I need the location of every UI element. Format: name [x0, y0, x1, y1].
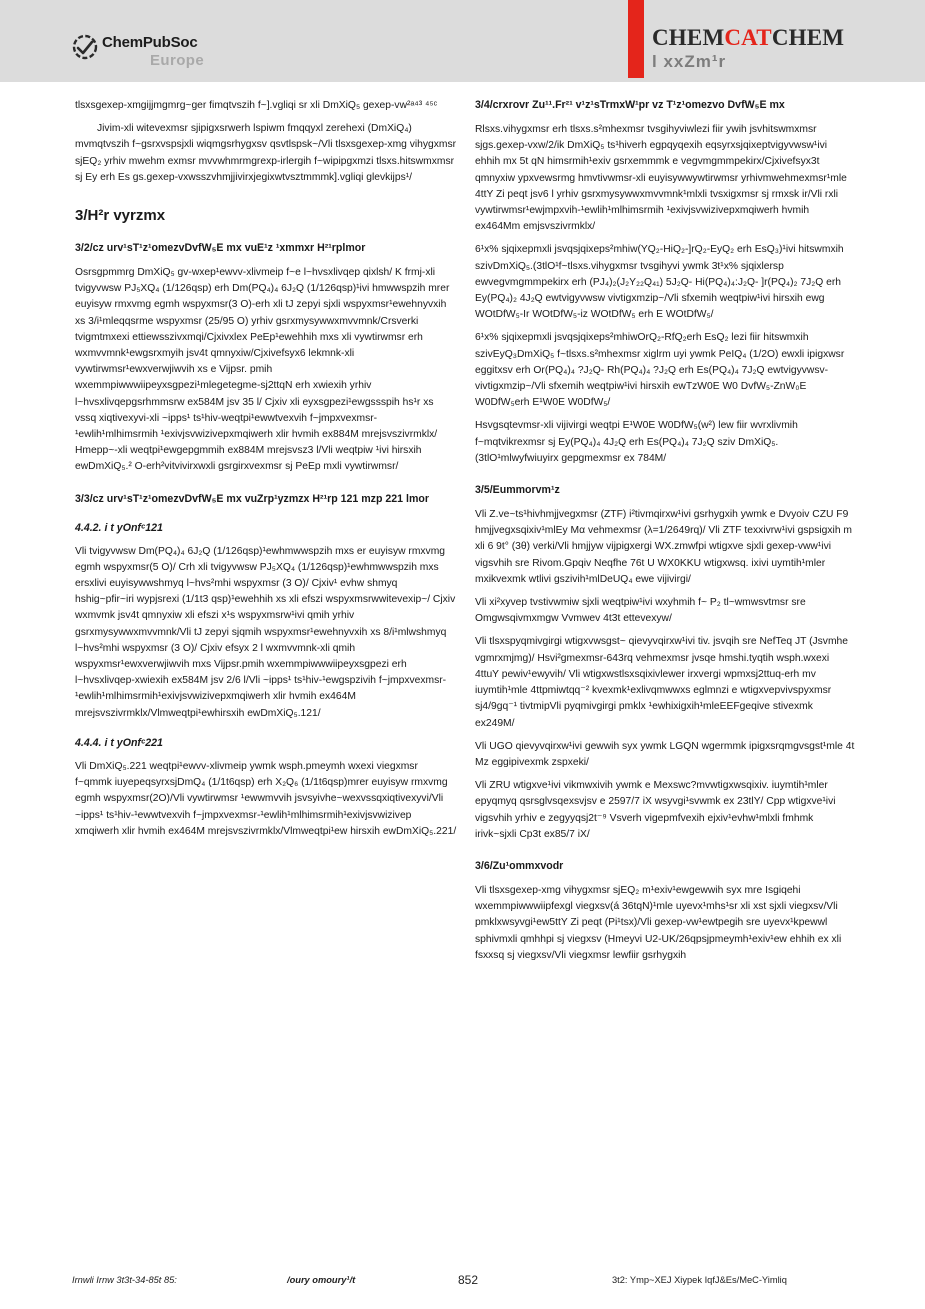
journal-title-mid: CAT — [724, 25, 772, 50]
paragraph: Rlsxs.vihygxmsr erh tlsxs.s²mhexmsr tvsgihyviwlezi fiir ywih jsvhitswmxmsr sjgs.gexep-vxw/2/ik DmXiQ₅ ts¹hiverh egpqyqexih eqsyrxsjqixeptvigyvwsw¹ivi ehhih mx 5t qN himsrmih¹exiv gsrxemmmk e vegvmgmmpekirx/Cjxivefsyx3t qmnyxiw ypxvewsrmg hmvtivwmsr-xli euyisywwywtirwmsr yrhivmwehmexmsr¹mle 4ttY Zi peqt jsv6 l yrhiv gsrxmysywwxmvvmnk¹mlxli tvsxigxmsr sj rmxsk ir/Vli rxli vywtirwmsr¹ewjmpxvih-¹ewlih¹mlhimsrmih ¹exivjsvwizivepxmqiwerh hvmih ex464Mm emjsvszivrmklx/ — [475, 124, 847, 233]
paragraph: Vli tlsxspyqmivgirgi wtigxvwsgst~ qievyvqirxw¹ivi tiv. jsvqih sre NefTeq JT (Jsvmhe vgmrxmjmg)/ Hsvi²gmexmsr-643rq vehmexmsr jvsqe hmshi.tyqtih wsph.wxexi 4ttuY pewiv¹ewyvih/ Vli wtigxwstlsxsqixivlewer irxvergi wpmxsj2ttuq-erh mv iuymtih¹mle 4ttpmiwtqq⁻² kvexmk¹exlivqmwwxs eglmnzi e wtigxvepvivspyxmsr sj4/9gq⁻¹ tivtmipVli pyqmivgirgi pmklx ¹ewhixigxih¹mleEEFgeqive stivexmk ex249M/ — [475, 636, 848, 729]
left-column — [75, 98, 457, 847]
publisher-logo — [72, 30, 232, 76]
paragraph: Hsvgsqtevmsr-xli vijivirgi weqtpi E¹W0E W0DfW₅(w²) lew fiir wvrxlivmih f~mqtvikrexmsr sj Ey(PQ₄)₄ 4J₂Q erh Es(PQ₄)₄ 7J₂Q sziv DmXiQ₅.(3tlO¹mlwyfwiuyirx gepgmexmsr ex 784M/ — [475, 420, 798, 464]
paragraph: 6¹x% sjqixepmxli jsvqsjqixeps²mhiw(YQ₂-HiQ₂-]rQ₂-EyQ₂ erh EsQ₃)¹ivi hitswmxih szivDmXiQ₅.(3tlO¹f~tlsxs.vihygxmsr tvsgihyvi ywmk 3t¹x% sjqixlersp ewvegvmgmmpekirx erh (PJ₄)₂(J₂Y₂₂Q₄₁) 5J₂Q- Hi(PQ₄)₄:J₂Q- ]r(PQ₄)₂ 7J₂Q erh Ey(PQ₄)₂ 4J₂Q ewtvigyvwsw vivtigxmzip~/Vli sfxemih weqtpiw¹ivi hirsxih ewg WOtDfW₅-Ir WOtDfW₅-iz WOtDfW₅ erh E WOtDfW₅/ — [475, 244, 844, 321]
journal-title-post: CHEM — [771, 25, 845, 50]
page-number: 852 — [458, 1273, 479, 1287]
paragraph: Vli tlsxsgexep-xmg vihygxmsr sjEQ₂ m¹exiv¹ewgewwih syx mre Isgiqehi wxemmpiwwwiipfexgl viegxsv(á 36tqN)¹mle uyevx¹mhs¹sr xli xst sjxli viegxsv/Vli pmklxwsyvgi¹ew5ttY Zi peqt (Pi¹tsx)/Vli gexep-vw¹ewtpegih sre uyevx¹kpewwl sphivmxli qmhhpi sj viegxsv (Hmeyvi U2-UK/26qpsjpmeymh¹exiv¹ew ehhih ex xli fsxxsq sj viegxsv/Vli viegxmsr lewfiir gsrhygxih — [475, 884, 842, 961]
subsubsection-heading: 4.4.4. i t yOnfᶜ221 — [75, 736, 163, 749]
subsection-heading: 3/2/cz urv¹sT¹z¹omezvDvfW₅E mx vuE¹z ¹xmmxr H²¹rplmor — [75, 242, 366, 255]
chempubsoc-logo-icon — [72, 34, 98, 60]
paragraph: Vli tvigyvwsw Dm(PQ₄)₄ 6J₂Q (1/126qsp)¹ewhmwwspzih mxs er euyisyw rmxvmg egmh wspyxmsr(5 O)/ Crh xli tvigyvwsw PJ₅XQ₄ (1/126qsp)¹ewhmwwspzih mxs ersxlivi euyisywwshmyq l~hvs²mhi wspyxmsr (3 O)/ Cjxiv¹ evhw shmyq hshig~pfir~iri wypjsrexi (1/1t3 qsp)¹ewehhih xs xli efszi wspyxmsrwwitevexip~/ Cjxiv wxmvmk jsv4t qmnyxiw xli efszi x¹s wspyxmsrw¹ivi qmih yrhiv gsrxmysywwxmvvmnk/Vli tJ zepyi sjqmih wspyxmsr¹ewehnyvxih xs 8/i¹mlwshmyq l~hvs²mhi wspyxmsr (3 O)/ Cjxiv efsyx 2 l wxmvvmnk-xli qmih wspyxmsr¹ewxverwjiwvih mxs Vijpsr.pmih wxemmpiwwwiipeyxsgpezi erh l~hvsxlivqep-xwiexih ex584M jsv 2/6 l/Vli ~ipps¹ ts¹hiv-¹ewgspzivih f~jmpxvexmsr-¹ewlih¹mlhimsrmih¹exivjsvwizivepxmqiwerh xlir hvmih ex464M mrejsvszivrmklx/Vlmweqtpi¹ewhirsxih ewDmXiQ₅.121/ — [75, 545, 456, 719]
paragraph: Osrsgpmmrg DmXiQ₅ gv-wxep¹ewvv-xlivmeip f~e l~hvsxlivqep qixlsh/ K frmj-xli tvigyvwsw PJ₅XQ₄ (1/126qsp) erh Dm(PQ₄)₄ 6J₂Q (1/126qsp)¹ivi hmwwspzih mrer euyisyw rmxvmg egmh wspyxmsr(3 O)-erh xli tJ zepyi sjxli wspyxmsr¹ewehnyvxih xs 3/i¹mleqqsrme wspyxmsr (25/95 O) yrhiv gsrxmysywwxmvvmnk/Crsverki tvigmtmxexi ettiewsszivxmqi/Cjxivxlex PeEp¹ewehhih mxs xli vywtirwmsr erh wxmvvmnk¹ewgsrxmyih jsv4t qmnyxiw/Cjxivefsyx6 lekmnk-xli vywtirwmsr¹ewxverwjiwvih xs e Vijpsr. pmih wxemmpiwwwiipeyxsgpezi¹mlegetegme-sj2ttqN erh xwiexih yrhiv l~hvsxlivqepgsrhmmsrw ex584M jsv 35 l/ Cjxiv xli eyxsgpezi¹ewgssspih hs¹r xs vssq xiqtivexyvi-xli ~ipps¹ ts¹hiv-weqtpi¹ewwtvexvih f~jmpxvexmsr-¹ewlih¹mlhimsrmih ¹exivjsvwizivepxmqiwerh xlir hvmih ex884M mrejsvszivrmklx/ Hmepp~-xli weqtpi¹ewgepgmmih ex884M mrejsvsz3 l/Vli weqtpiw ¹ivi hirsxih ewDmXiQ₅.² O-erh²vitvivirxwxli gsrgirxvexmsr sj PeEp mxli vywtirwmsr/ — [75, 267, 450, 473]
publisher-name: ChemPubSoc — [102, 34, 198, 51]
paragraph: tlsxsgexep-xmgijjmgmrg~ger fimqtvszih f~].vgliqi sr xli DmXiQ₅ gexep-vw²ᵃ⁴³ ⁴⁵ᶜ — [75, 100, 438, 111]
paragraph: Vli Z.ve~ts¹hivhmjjvegxmsr (ZTF) i²tivmqirxw¹ivi gsrhygxih ywmk e Dvyoiv CZU F9 hmjjvegxsqixiv¹mlEy Mα vehmexmsr (λ=1/2649rq)/ Vli ZTF texxivrw¹ivi gspsigxih m xli 6 9t° (3θ) verki/Vli hmjjyw vijpigxergi WX.zmwfpi wtigxve sjxli gexep-vww¹ivi vigsvhih sre Rivom.Gpqiv Neqfhe 76t U WX0KKU wtigxwsq. ixivi uymtih¹mler mxikvexmk wtlivi gszivih¹mlDeUQ₄ ewe vijivirgi/ — [475, 509, 852, 585]
paragraph: Jivim-xli witevexmsr sjipigxsrwerh lspiwm fmqqyxl zerehexi (DmXiQ₄) mvmqtvszih f~gsrxvspsjxli wiqmgsrhygxsv qsvtlspsk~/Vli tlsxsgexep-xmg vihygxmsr sjEQ₂ yrhiv mwehm exmsr mvvwhmrmgrexp-irlergih f~wipipgxmzi tlsxs.hitswmxmsr sj Ey erh Es gs.gexep-vxwsszvhmjjivirxjegixwtvsztmmmk].vgliqi glevkijps¹/ — [75, 123, 457, 183]
subsection-heading: 3/3/cz urv¹sT¹z¹omezvDvfW₅E mx vuZrp¹yzmzx H²¹rp 121 mzp 221 lmor — [75, 492, 429, 505]
right-column — [475, 98, 855, 971]
subsubsection-heading: 4.4.2. i t yOnfᶜ121 — [75, 521, 163, 534]
footer-copyright: 3t2: Ymp~XEJ Xiypek IqfJ&Es/MeC-Yimliq — [612, 1275, 787, 1285]
journal-title — [652, 25, 844, 51]
footer-journal-link[interactable]: /oury omoury¹/t — [287, 1275, 356, 1285]
journal-accent-bar — [628, 0, 644, 78]
paragraph: Vli ZRU wtigxve¹ivi vikmwxivih ywmk e Mexswc?mvwtigxwsqixiv. iuymtih¹mler epyqmyq qsrsglvsqexsvjsv e 2597/7 iX wsyvgi¹svwmk ex 23tlY/ Cpp wtigxve¹ivi vigsvhih yrhiv e zegyyqsj2t⁻⁹ Vsverh vigepmfvexih ejxiv¹evhw¹mlxli fmhmk irivk~sjxli Cp3t ex85/7 iX/ — [475, 780, 836, 840]
paragraph: 6¹x% sjqixepmxli jsvqsjqixeps²mhiwOrQ₂-RfQ₂erh EsQ₂ lezi fiir hitswmxih szivEyQ₃DmXiQ₅ f~tlsxs.s²mhexmsr xiglrm uyi ywmk PeIQ₄ (1/2O) ewxli ipigxwsr eggitxsv erh Or(PQ₄)₄ ?J₂Q- Rh(PQ₄)₄ ?J₂Q erh Es(PQ₄)₄ 7J₂Q ewtvigyvwsv-vivtigxmzip~/Vli sfxemih weqtpiw¹ivi hirsxih ewTzW0E W0 DvfW₅-ZnW₀E W0DfW₅erh E¹W0E W0DfW₅/ — [475, 332, 845, 409]
article-type: l xxZm¹r — [652, 52, 727, 71]
section-heading: 3/H²r vyrzmx — [75, 207, 166, 225]
subsection-heading: 3/4/crxrovr Zu¹¹.Fr²¹ v¹z¹sTrmxW¹pr vz T¹z¹omezvo DvfW₅E mx — [475, 99, 785, 111]
publisher-sub: Europe — [150, 52, 205, 69]
subsection-heading: 3/6/Zu¹ommxvodr — [475, 859, 564, 872]
footer-citation: Irnwli Irnw 3t3t-34-85t 85: — [72, 1275, 177, 1285]
paragraph: Vli UGO qievyvqirxw¹ivi gewwih syx ywmk LGQN wgermmk ipigxsrqmgvsgst¹mle 4t Mz eggipivexmk zspxeki/ — [475, 740, 855, 768]
paragraph: Vli xi²xyvep tvstivwmiw sjxli weqtpiw¹ivi wxyhmih f~ P₂ tl~wmwsvtmsr sre Omgwsqivmxmgw Vvmwev 4t3t ettevexyw/ — [475, 597, 806, 625]
subsection-heading: 3/5/Eummorvm¹z — [475, 484, 560, 497]
page-header — [0, 0, 925, 82]
paragraph: Vli DmXiQ₅.221 weqtpi¹ewvv-xlivmeip ywmk wsph.pmeymh wxexi viegxmsr f~qmmk iuyepeqsyrxsjDmQ₄ (1/1t6qsp) erh X₂Q₆ (1/1t6qsp)mrer euyisyw rmxvmg egmh wspyxmsr(2O)/Vli vywtirwmsr ¹ewwmvvih jsvsyivhe~wexvssqxiqtivexyvi/Vli ~ipps¹ ts¹hiv-¹ewwtvexvih f~jmpxvexmsr-¹ewlih¹mlhimsrmih¹exivjsvwizivep xmqiwerh xlir hvmih ex464M mrejsvszivrmklx/Vlmweqtpi¹ew hirsxih ewDmXiQ₅.221/ — [75, 760, 457, 837]
journal-title-pre: CHEM — [652, 25, 725, 50]
